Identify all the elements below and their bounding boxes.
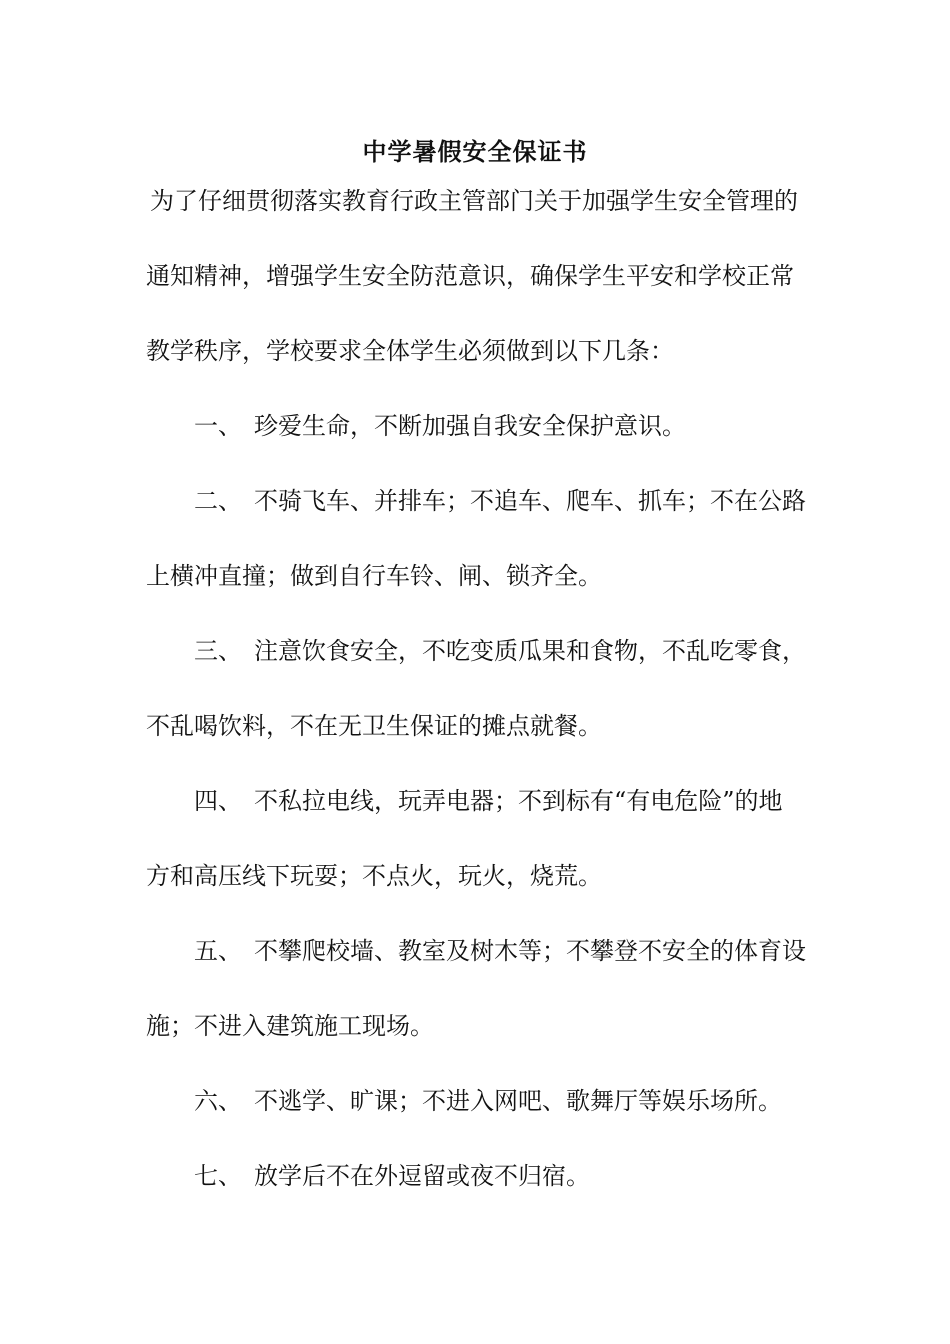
list-item-4 (194, 783, 858, 819)
list-item-4-continued: 方和高压线下玩耍；不点火，玩火，烧荒。 (146, 862, 602, 890)
item-text: 不骑飞车、并排车；不追车、爬车、抓车；不在公路 (254, 487, 806, 515)
item-marker: 四、 (194, 787, 242, 815)
list-item-3 (194, 633, 858, 669)
item-marker: 六、 (194, 1087, 242, 1115)
item-text: 不攀爬校墙、教室及树木等；不攀登不安全的体育设 (254, 937, 806, 965)
item-text: 注意饮食安全，不吃变质瓜果和食物，不乱吃零食， (254, 637, 806, 665)
list-item-2-continued: 上横冲直撞；做到自行车铃、闸、锁齐全。 (146, 562, 602, 590)
list-item-3-continued: 不乱喝饮料，不在无卫生保证的摊点就餐。 (146, 712, 602, 740)
item-marker: 七、 (194, 1162, 242, 1190)
list-item-6 (194, 1083, 858, 1119)
item-marker: 二、 (194, 487, 242, 515)
item-text: 不逃学、旷课；不进入网吧、歌舞厅等娱乐场所。 (254, 1087, 782, 1115)
item-marker: 五、 (194, 937, 242, 965)
list-item-1 (194, 408, 858, 444)
list-item-7 (194, 1158, 858, 1194)
list-item-5-continued: 施；不进入建筑施工现场。 (146, 1012, 434, 1040)
list-item-2 (194, 483, 858, 519)
document-title: 中学暑假安全保证书 (362, 137, 588, 166)
item-text: 珍爱生命，不断加强自我安全保护意识。 (254, 412, 686, 440)
list-item-5 (194, 933, 858, 969)
intro-line-3: 教学秩序，学校要求全体学生必须做到以下几条： (146, 337, 674, 365)
item-marker: 一、 (194, 412, 242, 440)
item-marker: 三、 (194, 637, 242, 665)
item-text: 放学后不在外逗留或夜不归宿。 (254, 1162, 590, 1190)
intro-line-1: 为了仔细贯彻落实教育行政主管部门关于加强学生安全管理的 (150, 187, 798, 215)
item-text: 不私拉电线，玩弄电器；不到标有“有电危险”的地 (254, 787, 783, 815)
intro-line-2: 通知精神，增强学生安全防范意识，确保学生平安和学校正常 (146, 262, 794, 290)
